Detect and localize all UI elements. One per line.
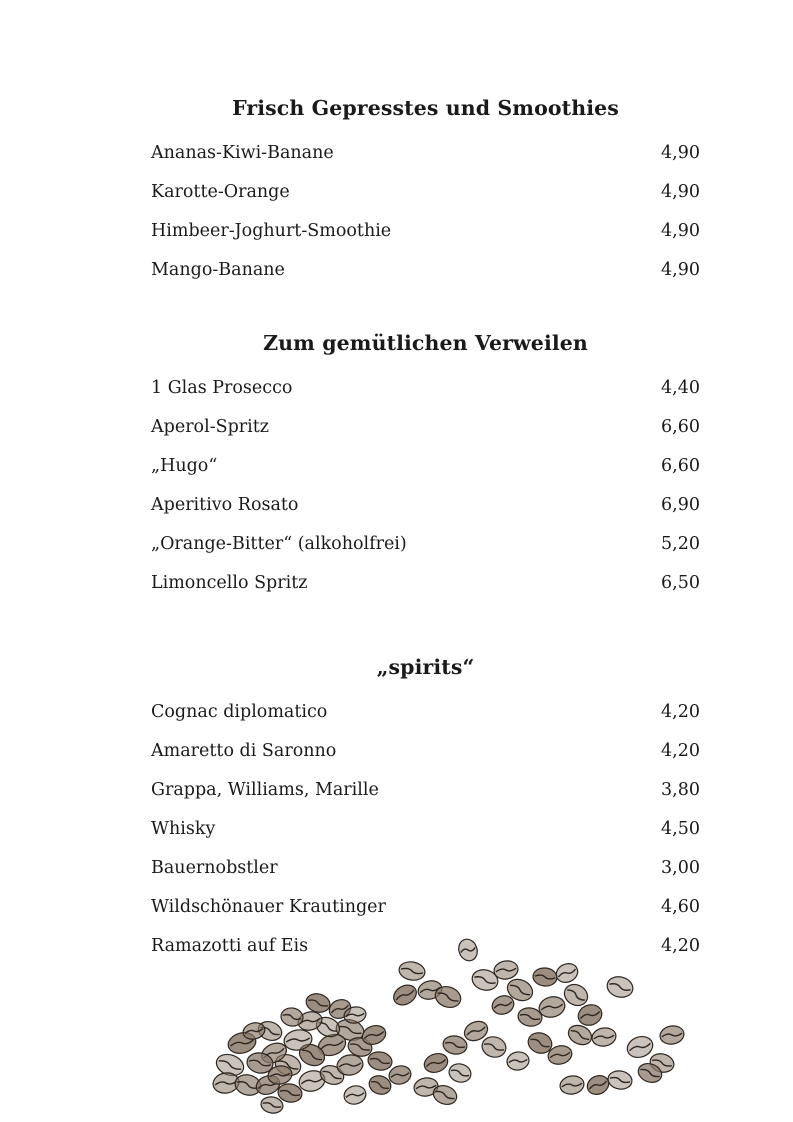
item-name: 1 Glas Prosecco: [151, 378, 293, 398]
menu-item: [151, 771, 700, 810]
item-name: Amaretto di Saronno: [151, 741, 337, 761]
coffee-bean-icon: [607, 1069, 634, 1091]
section-title: Frisch Gepresstes und Smoothies: [232, 96, 619, 120]
coffee-bean-icon: [559, 1074, 586, 1096]
menu-item: [151, 251, 700, 290]
menu-item: [151, 134, 700, 173]
item-price: 4,90: [661, 143, 700, 163]
item-price: 4,90: [661, 182, 700, 202]
item-name: „Hugo“: [151, 456, 218, 476]
section-spirits: [151, 652, 700, 966]
item-name: Ananas-Kiwi-Banane: [151, 143, 334, 163]
item-name: Wildschönauer Krautinger: [151, 897, 386, 917]
coffee-bean-icon: [480, 1034, 508, 1060]
item-price: 4,50: [661, 819, 700, 839]
item-price: 4,20: [661, 702, 700, 722]
item-price: 4,40: [661, 378, 700, 398]
item-name: Aperitivo Rosato: [151, 495, 299, 515]
item-name: Bauernobstler: [151, 858, 278, 878]
coffee-bean-icon: [659, 1024, 686, 1046]
item-name: Ramazotti auf Eis: [151, 936, 309, 956]
item-price: 6,60: [661, 456, 700, 476]
coffee-bean-icon: [506, 1050, 531, 1072]
item-price: 4,20: [661, 936, 700, 956]
item-list: [151, 369, 700, 603]
coffee-bean-icon: [342, 1083, 368, 1106]
coffee-bean-icon: [367, 1050, 394, 1072]
item-name: Whisky: [151, 819, 216, 839]
section-title: Zum gemütlichen Verweilen: [263, 331, 588, 355]
coffee-beans-icon: [200, 935, 700, 1120]
coffee-bean-icon: [387, 1063, 413, 1086]
coffee-bean-icon: [390, 981, 420, 1009]
item-price: 3,80: [661, 780, 700, 800]
item-price: 4,90: [661, 221, 700, 241]
menu-item: [151, 447, 700, 486]
coffee-bean-icon: [456, 937, 480, 964]
menu-item: [151, 849, 700, 888]
section-verweilen: [151, 328, 700, 603]
coffee-bean-icon: [532, 967, 557, 987]
item-list: [151, 134, 700, 290]
menu-item: [151, 212, 700, 251]
menu-item: [151, 525, 700, 564]
item-price: 6,60: [661, 417, 700, 437]
item-price: 6,50: [661, 573, 700, 593]
menu-item: [151, 564, 700, 603]
menu-item: [151, 173, 700, 212]
coffee-bean-icon: [422, 1050, 451, 1075]
item-price: 6,90: [661, 495, 700, 515]
menu-item: [151, 810, 700, 849]
item-price: 4,90: [661, 260, 700, 280]
coffee-bean-icon: [553, 960, 581, 986]
item-name: Aperol-Spritz: [151, 417, 270, 437]
item-list: [151, 693, 700, 966]
coffee-bean-icon: [624, 1033, 655, 1061]
coffee-bean-icon: [605, 974, 635, 1000]
item-name: Limoncello Spritz: [151, 573, 308, 593]
menu-item: [151, 888, 700, 927]
section-fresh-smoothies: [151, 93, 700, 290]
item-price: 3,00: [661, 858, 700, 878]
item-name: „Orange-Bitter“ (alkoholfrei): [151, 534, 407, 554]
item-price: 5,20: [661, 534, 700, 554]
section-title: „spirits“: [376, 655, 475, 679]
item-name: Karotte-Orange: [151, 182, 290, 202]
coffee-bean-icon: [447, 1061, 473, 1084]
item-name: Himbeer-Joghurt-Smoothie: [151, 221, 392, 241]
item-price: 4,20: [661, 741, 700, 761]
item-name: Mango-Banane: [151, 260, 285, 280]
menu-item: [151, 369, 700, 408]
coffee-bean-icon: [591, 1026, 618, 1048]
item-name: Cognac diplomatico: [151, 702, 328, 722]
coffee-bean-icon: [442, 1034, 469, 1056]
menu-item: [151, 693, 700, 732]
coffee-bean-icon: [304, 991, 332, 1015]
coffee-bean-icon: [584, 1072, 612, 1098]
menu-item: [151, 408, 700, 447]
coffee-bean-icon: [398, 960, 427, 982]
item-name: Grappa, Williams, Marille: [151, 780, 379, 800]
menu-item: [151, 486, 700, 525]
menu-item: [151, 732, 700, 771]
item-price: 4,60: [661, 897, 700, 917]
